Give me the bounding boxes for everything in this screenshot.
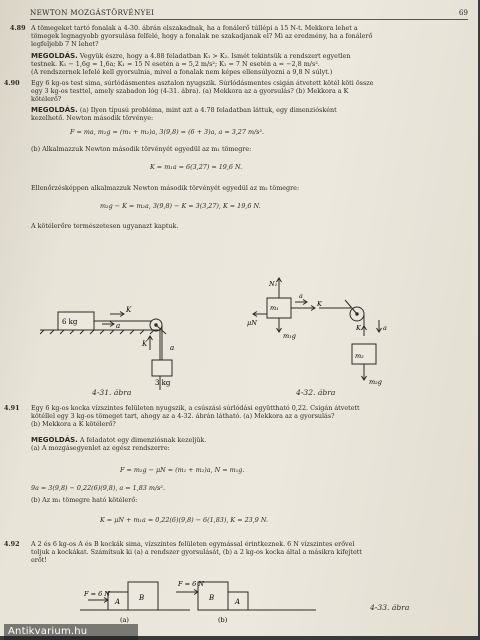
equation-4-91-c: K = μN + m₁a = 0,22(6)(9,8) − 6(1,83), K = 23,9 N. <box>100 516 269 524</box>
solution-label: MEGOLDÁS. <box>31 106 78 114</box>
label-sub-a: (a) <box>120 616 129 624</box>
problem-4-91-number: 4.91 <box>4 404 20 412</box>
equation-4-90-b: K = m₁a = 6(3,27) = 19,6 N. <box>150 163 243 171</box>
label-B-a: B <box>139 594 145 602</box>
figure-4-31 <box>40 290 210 390</box>
equation-4-91-a: F = m₂g − μN = (m₁ + m₂)a, N = m₁g. <box>120 466 245 474</box>
block-3kg <box>152 360 172 376</box>
table-hatch <box>40 330 154 334</box>
problem-4-90-statement: Egy 6 kg-os test sima, súrlódásmentes asztalon nyugszik. Súrlódásmentes csigán átvetett kötél köti össze egy 3 kg-os testtel, amely szabadon lóg (4-31. ábra). (a) Mekkora az a gyorsulás? (b) Mekkora a K kötélerő? <box>31 79 374 104</box>
problem-4-90-solution: MEGOLDÁS. (a) Ilyen típusú probléma, mint azt a 4.78 feladatban láttuk, egy dimenziósként kezelhető. Newton második törvénye: <box>31 106 337 123</box>
problem-4-90-part-b: (b) Alkalmazzuk Newton második törvényét egyedül az m₁ tömegre: <box>31 145 252 153</box>
label-a-vertical: a <box>170 344 175 352</box>
watermark: Antikvarium.hu <box>4 624 138 640</box>
page-number: 69 <box>458 8 468 17</box>
caption-4-32: 4-32. ábra <box>296 388 336 397</box>
label-m1: m₁ <box>270 304 279 312</box>
label-sub-b: (b) <box>218 616 228 624</box>
running-title: NEWTON MOZGÁSTÖRVÉNYEI <box>30 8 155 17</box>
figure-4-33 <box>80 570 330 626</box>
equation-4-90-a: F = ma, m₂g = (m₁ + m₂)a, 3(9,8) = (6 + 3)a, a = 3,27 m/s². <box>70 128 265 136</box>
caption-4-33: 4-33. ábra <box>370 603 410 612</box>
label-K2: K <box>356 324 361 332</box>
label-3kg: 3 kg <box>155 379 171 387</box>
label-force-b: F = 6 N <box>178 580 204 588</box>
label-K1: K <box>317 300 322 308</box>
problem-4-91-statement: Egy 6 kg-os kocka vízszintes felületen nyugszik, a csúszási súrlódási együttható 0,22. Csigán átvetett kötéllel egy 3 kg-os tömeget tart, ahogy az a 4-32. ábrán látható. (a) Mekkora az a gyorsulás? (b) Mekkora a K kötélerő? <box>31 404 360 429</box>
solution-label: MEGOLDÁS. <box>31 436 78 444</box>
label-K: K <box>126 306 132 314</box>
running-head <box>30 9 468 20</box>
label-A-a: A <box>115 598 121 606</box>
solution-label: MEGOLDÁS. <box>31 52 78 60</box>
label-a1: a <box>299 292 303 300</box>
label-force-a: F = 6 N <box>84 590 110 598</box>
problem-4-91-part-b: (b) Az m₁ tömegre ható kötélerő: <box>31 496 138 504</box>
label-a: a <box>116 322 121 330</box>
label-m2g: m₂g <box>369 378 382 386</box>
problem-4-89-solution: MEGOLDÁS. Vegyük észre, hogy a 4.88 feladatban K₁ > K₂. Ismét tekintsük a rendszert egyetlen testnek. K₁ − 1,6g = 1,6a; K₁ = 15 N esetén a = 5,2 m/s²; K₁ = 7 N esetén a = −2,8 m/s². (A rendszernek lefelé kell gyorsulnia, mivel a fonalak nem képes ellensúlyozni a 9,8 N súlyt.) <box>31 52 351 77</box>
label-B-b: B <box>209 594 215 602</box>
problem-4-92-statement: A 2 és 6 kg-os A és B kockák sima, vízszintes felületen egymással érintkeznek. 6 N vízszintes erővel toljuk a kockákat. Számítsuk ki (a) a rendszer gyorsulását, (b) a 2 kg-os kocka által a másikra kifejtett erőt! <box>31 540 362 565</box>
caption-4-31: 4-31. ábra <box>92 388 132 397</box>
problem-4-89-number: 4.89 <box>10 24 26 32</box>
problem-4-90-closing: A kötélerőre természetesen ugyanazt kaptuk. <box>31 222 179 230</box>
problem-4-90-check: Ellenőrzésképpen alkalmazzuk Newton második törvényét egyedül az m₂ tömegre: <box>31 184 300 192</box>
equation-4-90-c: m₂g − K = m₂a, 3(9,8) − K = 3(3,27), K = 19,6 N. <box>100 202 261 210</box>
problem-4-89-statement: A tömegeket tartó fonalak a 4-30. ábrán elszakadnak, ha a fonálerő túllépi a 15 N-t. Mekkora lehet a tömegek legnagyobb gyorsulása felfelé, hogy a fonalak ne szakadjanak el? Mi az eredmény, ha a fonálerő legfeljebb 7 N lehet? <box>31 24 373 49</box>
label-A-b: A <box>235 598 241 606</box>
label-friction: μN <box>247 319 257 327</box>
label-K-vertical: K <box>142 340 148 348</box>
problem-4-92-number: 4.92 <box>4 540 20 548</box>
problem-4-91-solution: MEGOLDÁS. A feladatot egy dimenziósnak kezeljük. (a) A mozgásegyenlet az egész rendszerre: <box>31 436 207 453</box>
equation-4-91-b: 9a = 3(9,8) − 0,22(6)(9,8), a = 1,83 m/s². <box>31 484 165 492</box>
figure-4-32 <box>245 270 465 390</box>
label-m2: m₂ <box>355 352 364 360</box>
label-m1g: m₁g <box>283 332 296 340</box>
label-a2: a <box>383 324 387 332</box>
label-N1: N₁ <box>269 280 278 288</box>
problem-4-90-number: 4.90 <box>4 79 20 87</box>
label-6kg: 6 kg <box>62 318 78 326</box>
